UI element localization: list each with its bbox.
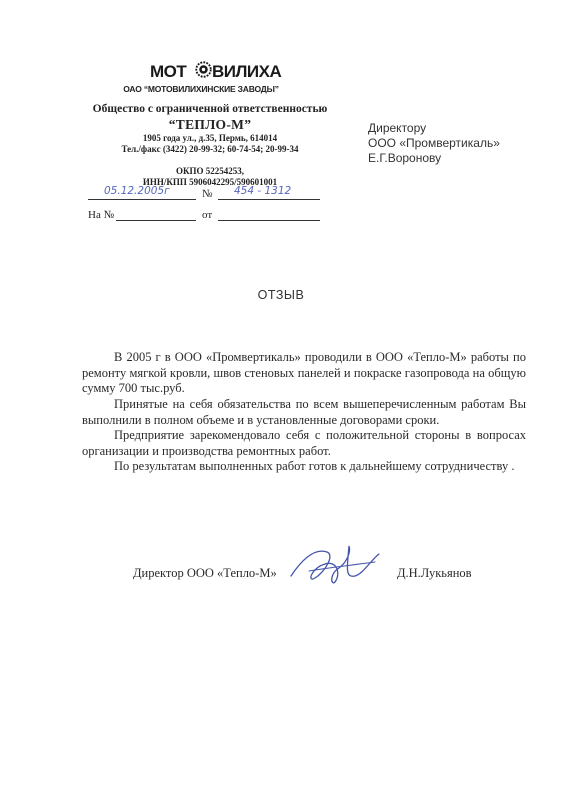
reply-from-label: от xyxy=(202,209,213,221)
logo-caption: ОАО “МОТОВИЛИХИНСКИЕ ЗАВОДЫ” xyxy=(123,84,279,94)
signatory-position: Директор ООО «Тепло-М» xyxy=(133,566,277,580)
reply-to-number-line xyxy=(116,220,196,221)
outgoing-number-line xyxy=(218,199,320,200)
document-title: ОТЗЫВ xyxy=(257,288,305,302)
paragraph-1: В 2005 г в ООО «Промвертикаль» проводили в ООО «Тепло-М» работы по ремонту мягкой кровли, швов стеновых панелей и покраске газопровода на общую сумму 700 тыс.руб. xyxy=(82,350,526,395)
addressee-position: Директору xyxy=(368,121,427,135)
org-name: “ТЕПЛО-М” xyxy=(168,117,252,132)
outgoing-date-handwritten: 05.12.2005г xyxy=(104,185,170,197)
inn-kpp: ИНН/КПП 5906042295/590601001 xyxy=(142,177,278,187)
signatory-name: Д.Н.Лукьянов xyxy=(397,566,472,580)
addressee-company: ООО «Промвертикаль» xyxy=(368,136,500,150)
reply-to-label: На № xyxy=(88,209,115,221)
outgoing-date-line xyxy=(88,199,196,200)
addressee-name: Е.Г.Воронову xyxy=(368,151,442,165)
paragraph-4: По результатам выполненных работ готов к дальнейшему сотрудничеству . xyxy=(114,459,515,473)
org-address: 1905 года ул., д.35, Пермь, 614014 xyxy=(142,133,278,143)
reply-from-date-line xyxy=(218,220,320,221)
logo-text-left: МОТ xyxy=(150,62,187,81)
okpo: ОКПО 52254253, xyxy=(175,166,245,176)
org-phone: Тел./факс (3422) 20-99-32; 60-74-54; 20-99-34 xyxy=(121,144,299,154)
outgoing-number-label: № xyxy=(202,188,213,200)
handwritten-signature xyxy=(285,538,385,590)
company-logo xyxy=(150,58,282,86)
logo-text-right: ВИЛИХА xyxy=(212,62,282,81)
outgoing-number-handwritten: 454 - 1312 xyxy=(234,185,292,197)
org-type: Общество с ограниченной ответственностью xyxy=(92,103,328,115)
paragraph-2: Принятые на себя обязательства по всем вышеперечисленным работам Вы выполнили в полном объеме и в установленные договорами сроки. xyxy=(82,397,526,427)
gear-emblem-icon xyxy=(195,61,212,78)
paragraph-3: Предприятие зарекомендовало себя с положительной стороны в вопросах организации и производства ремонтных работ. xyxy=(82,428,526,458)
